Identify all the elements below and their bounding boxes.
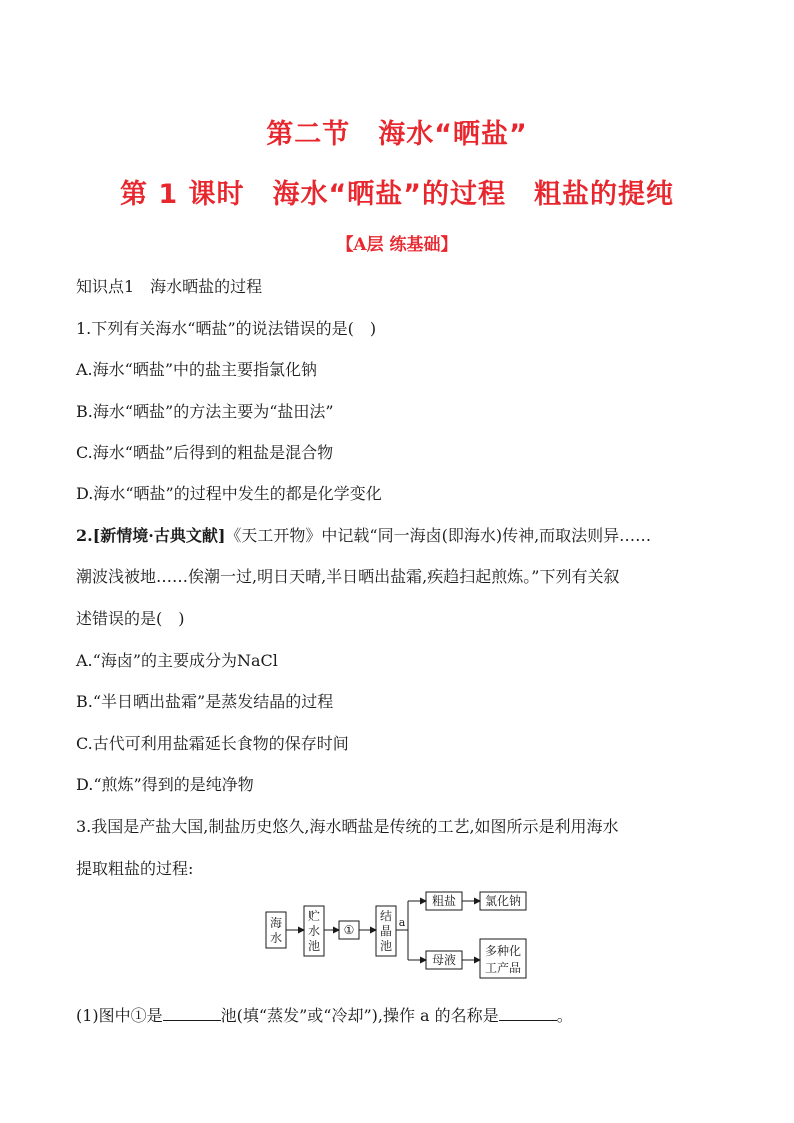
q2-line-1 [76, 523, 651, 546]
flow-seawater-2: 水 [269, 931, 283, 945]
flow-mother-liquor: 母液 [431, 953, 457, 967]
flow-products-2: 工产品 [484, 961, 522, 975]
q1-stem: 1.下列有关海水“晒盐”的说法错误的是( ) [76, 319, 377, 338]
flow-seawater-1: 海 [269, 916, 283, 930]
answer-blank-2[interactable] [499, 1019, 557, 1021]
flow-storage-1: 贮 [307, 909, 321, 923]
q2-option-d: D.“煎炼”得到的是纯净物 [76, 775, 254, 794]
q2-tag: 2.[新情境·古典文献] [76, 526, 226, 545]
q3-sub1-part-2: 池(填“蒸发”或“冷却”),操作 a 的名称是 [220, 1006, 499, 1025]
q1-option-b: B.海水“晒盐”的方法主要为“盐田法” [76, 402, 334, 421]
q1-option-c: C.海水“晒盐”后得到的粗盐是混合物 [76, 443, 334, 462]
flow-storage-2: 水 [307, 924, 321, 938]
q3-line-1: 3.我国是产盐大国,制盐历史悠久,海水晒盐是传统的工艺,如图所示是利用海水 [76, 817, 619, 836]
level-label: 【A层 练基础】 [336, 235, 458, 255]
flow-nacl: 氯化钠 [484, 894, 522, 908]
q2-text-1: 《天工开物》中记载“同一海卤(即海水)传神,而取法则异…… [225, 526, 652, 545]
q3-line-2: 提取粗盐的过程: [76, 859, 194, 878]
q3-sub1-part-3: 。 [556, 1006, 573, 1025]
flow-storage-3: 池 [307, 939, 321, 953]
q1-option-a: A.海水“晒盐”中的盐主要指氯化钠 [76, 360, 318, 379]
lesson-title: 第 1 课时 海水“晒盐”的过程 粗盐的提纯 [119, 179, 675, 210]
q3-sub1 [76, 1003, 573, 1026]
q2-option-b: B.“半日晒出盐霜”是蒸发结晶的过程 [76, 692, 334, 711]
flow-crystal-1: 结 [379, 909, 393, 923]
flow-products-1: 多种化 [484, 944, 522, 958]
flow-operation-a: a [398, 916, 406, 929]
flow-crude-salt: 粗盐 [431, 894, 457, 908]
section-title: 第二节 海水“晒盐” [266, 119, 528, 150]
q2-line-2: 潮波浅被地……俟潮一过,明日天晴,半日晒出盐霜,疾趋扫起煎炼。”下列有关叙 [76, 567, 620, 586]
answer-blank-1[interactable] [163, 1019, 221, 1021]
q1-option-d: D.海水“晒盐”的过程中发生的都是化学变化 [76, 484, 382, 503]
q3-sub1-part-1: (1)图中①是 [76, 1006, 163, 1025]
flow-crystal-2: 晶 [379, 924, 393, 938]
q2-line-3: 述错误的是( ) [76, 609, 185, 628]
flow-unknown: ① [343, 923, 355, 937]
q2-option-c: C.古代可利用盐霜延长食物的保存时间 [76, 734, 349, 753]
q2-option-a: A.“海卤”的主要成分为NaCl [76, 651, 278, 670]
knowledge-point-label: 知识点1 海水晒盐的过程 [76, 277, 263, 296]
salt-process-flowchart [264, 884, 528, 980]
flow-crystal-3: 池 [379, 939, 393, 953]
